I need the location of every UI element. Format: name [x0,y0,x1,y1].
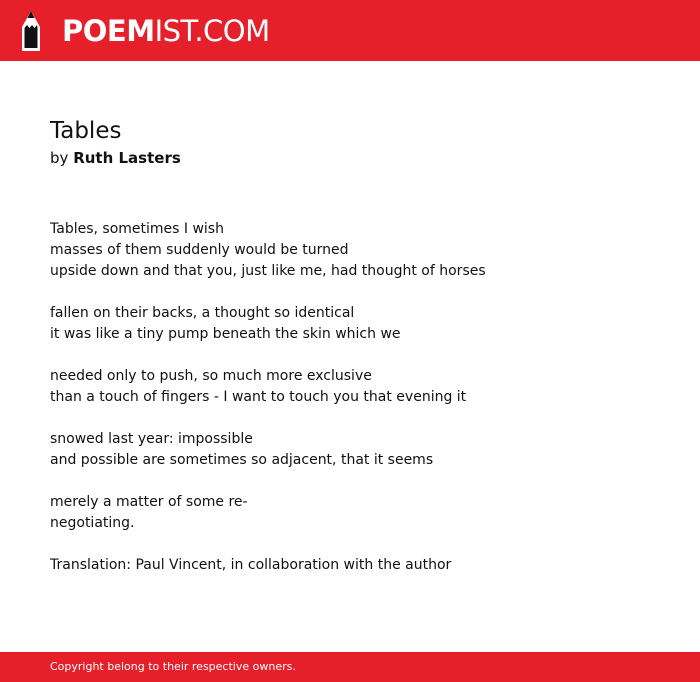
copyright-notice: Copyright belong to their respective owners. [50,660,296,673]
poem-line: merely a matter of some re- [50,494,248,510]
stanza [50,492,670,534]
poem-line: than a touch of fingers - I want to touch you that evening it [50,389,467,405]
pencil-logo-icon[interactable] [18,10,44,52]
stanza [50,366,670,408]
author-name: Ruth Lasters [73,149,181,167]
by-label: by [50,149,69,167]
poem-title: Tables [50,118,122,144]
brand-name-bold: POEM [62,14,155,48]
poem-line: negotiating. [50,515,135,531]
poem-line: masses of them suddenly would be turned [50,242,349,258]
poem-line: fallen on their backs, a thought so identical [50,305,355,321]
poem-line: and possible are sometimes so adjacent, that it seems [50,452,434,468]
poem-body [50,219,670,576]
stanza [50,429,670,471]
poem-line: snowed last year: impossible [50,431,253,447]
site-header [0,0,700,61]
site-logo-link[interactable] [62,12,270,50]
translation-credit: Translation: Paul Vincent, in collaboration with the author [50,557,452,573]
poem-line: needed only to push, so much more exclusive [50,368,372,384]
poem-line: upside down and that you, just like me, had thought of horses [50,263,486,279]
stanza [50,303,670,345]
brand-name-light: IST.COM [154,14,270,48]
site-footer [0,652,700,682]
byline [50,148,181,169]
poem-line: it was like a tiny pump beneath the skin which we [50,326,401,342]
stanza [50,219,670,282]
poem-line: Tables, sometimes I wish [50,221,224,237]
